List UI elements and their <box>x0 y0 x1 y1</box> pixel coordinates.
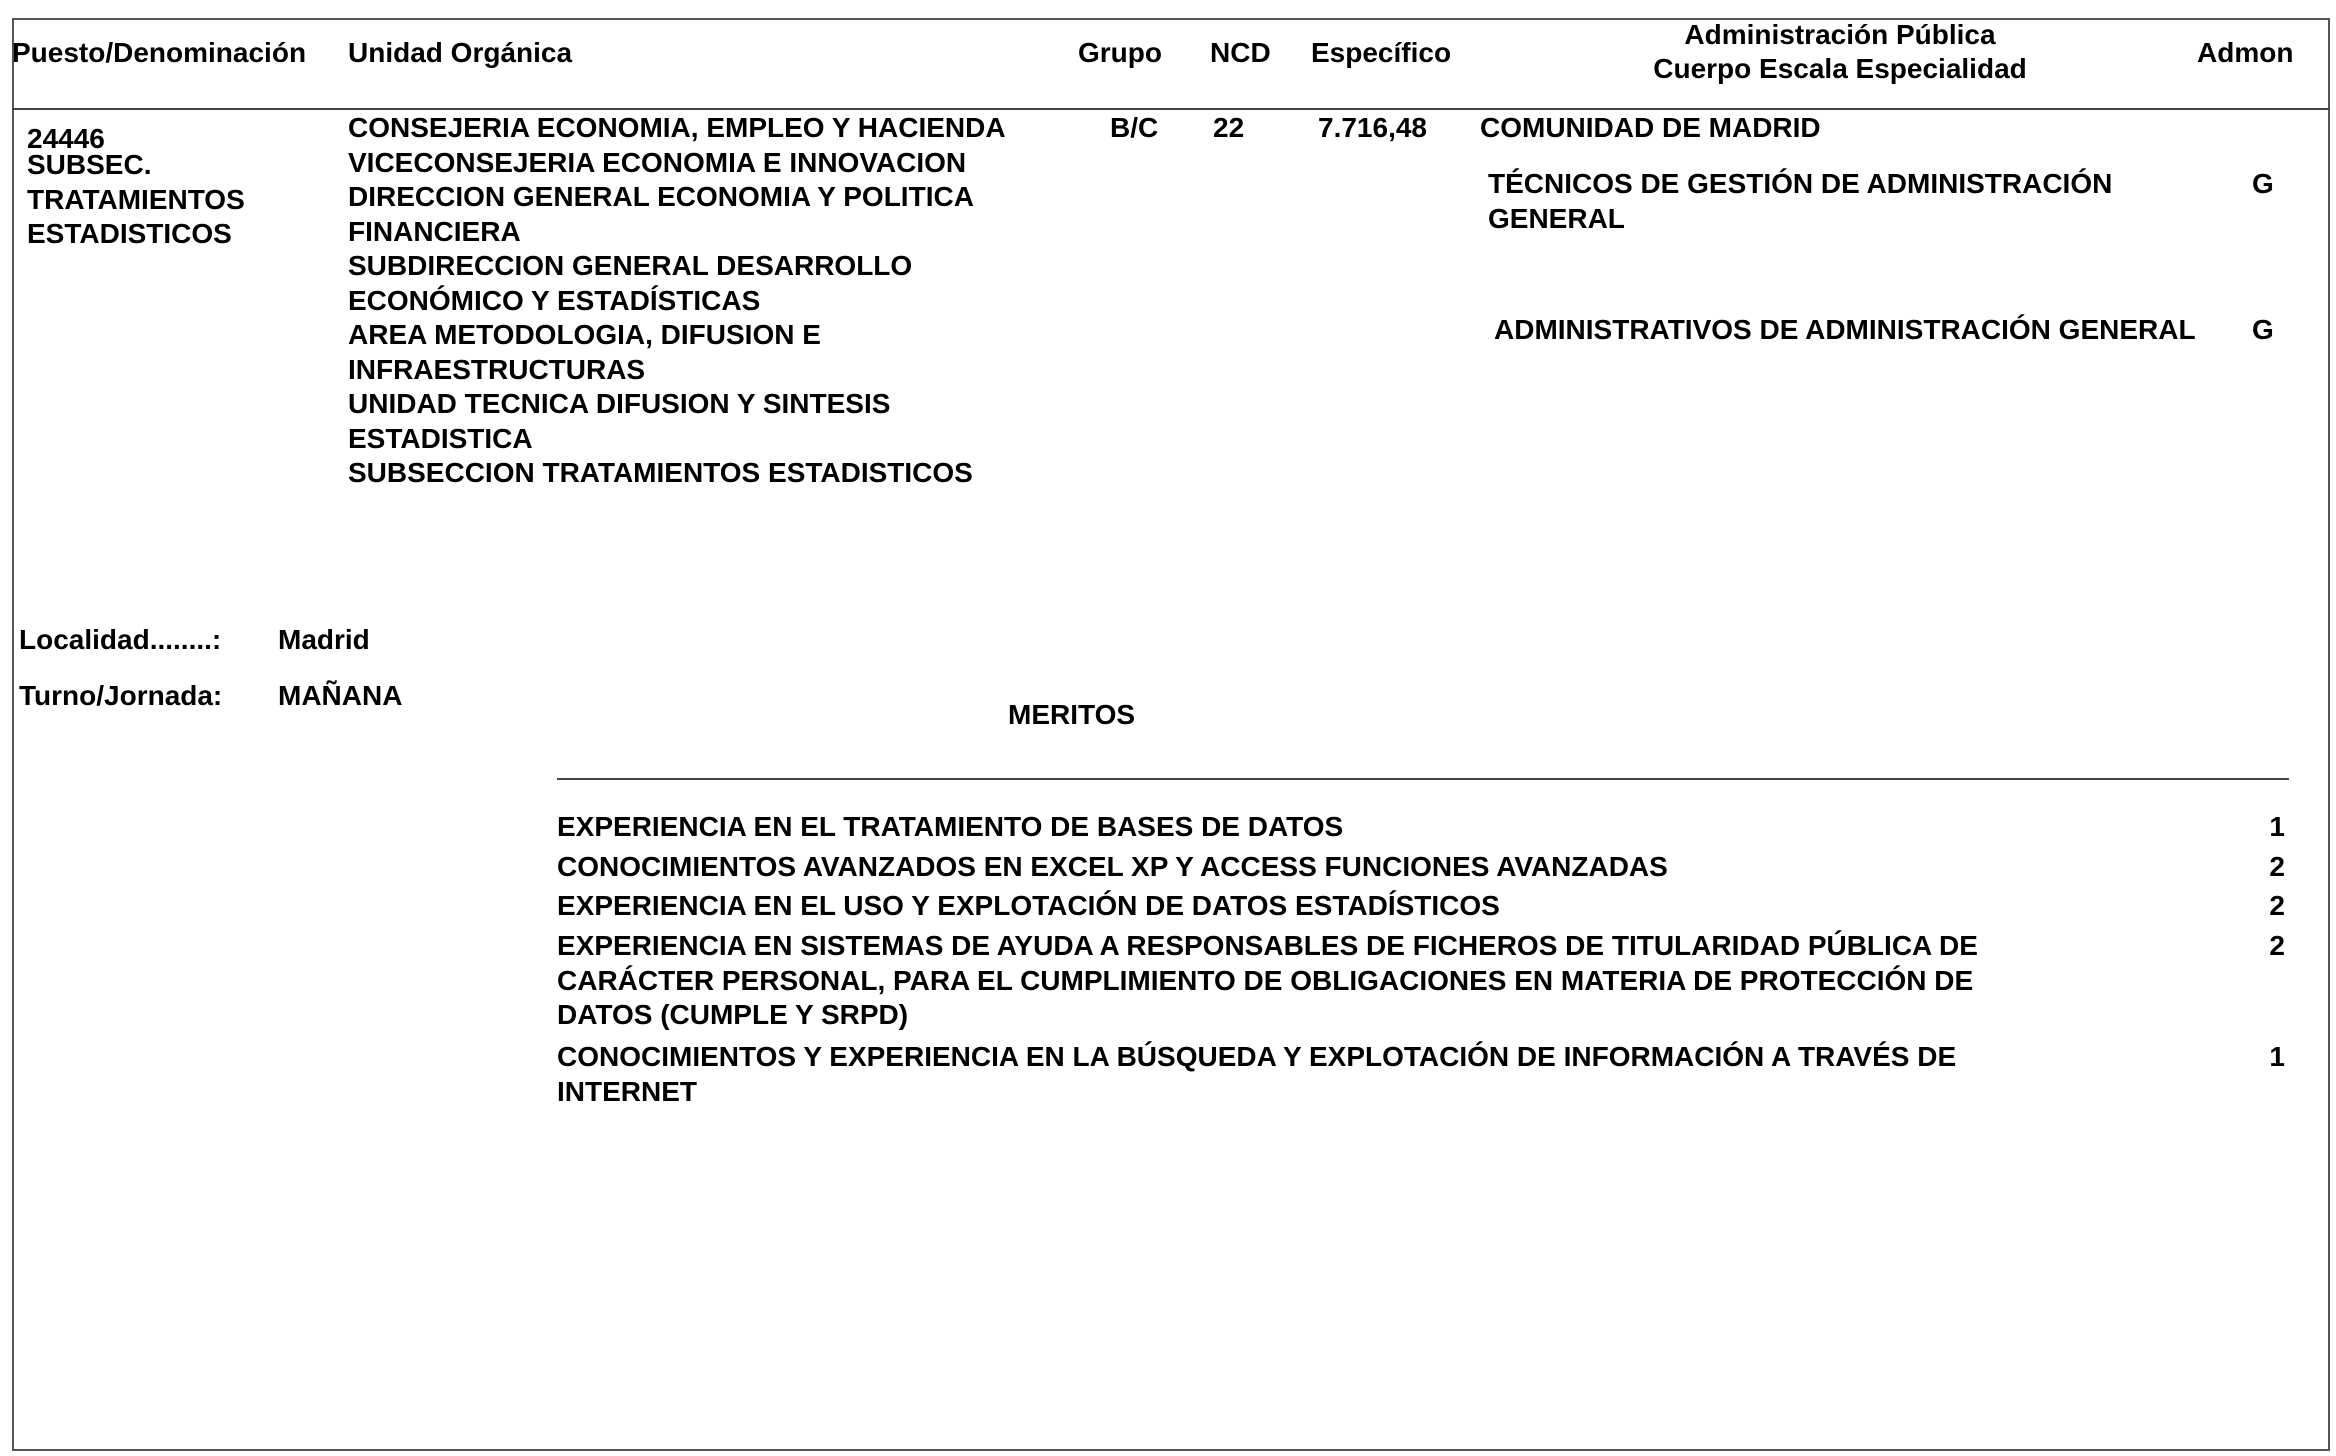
cuerpo-1-admon: G <box>2252 168 2274 199</box>
merito-item <box>557 810 1343 845</box>
unidad-organica <box>348 111 1006 491</box>
merito-line: INTERNET <box>557 1075 697 1107</box>
unidad-line: ESTADISTICA <box>348 422 533 454</box>
merito-points: 1 <box>2269 1041 2285 1072</box>
merito-item <box>557 1040 1956 1109</box>
cuerpo-2 <box>1494 313 2196 348</box>
denominacion-line: TRATAMIENTOS <box>27 183 245 215</box>
header-ncd: NCD <box>1210 37 1271 68</box>
cuerpo-line: GENERAL <box>1488 202 1625 234</box>
merito-line: DATOS (CUMPLE Y SRPD) <box>557 999 909 1030</box>
unidad-line: DIRECCION GENERAL ECONOMIA Y POLITICA <box>348 181 974 212</box>
meritos-title: MERITOS <box>1008 699 1136 730</box>
grupo-value: B/C <box>1110 112 1159 143</box>
administracion-value: COMUNIDAD DE MADRID <box>1480 112 1821 143</box>
unidad-line: FINANCIERA <box>348 215 521 247</box>
unidad-line: UNIDAD TECNICA DIFUSION Y SINTESIS <box>348 388 891 419</box>
merito-item <box>557 850 1668 885</box>
localidad-value: Madrid <box>278 624 370 655</box>
header-admin-line1: Administración Pública <box>1684 19 1996 50</box>
denominacion-line: ESTADISTICOS <box>27 218 232 249</box>
header-grupo: Grupo <box>1078 37 1162 68</box>
unidad-line: SUBDIRECCION GENERAL DESARROLLO <box>348 250 913 281</box>
cuerpo-2-admon: G <box>2252 314 2274 345</box>
merito-item <box>557 889 1500 924</box>
header-admin-line2: Cuerpo Escala Especialidad <box>1653 53 2027 84</box>
unidad-line: AREA METODOLOGIA, DIFUSION E <box>348 319 821 350</box>
unidad-line: ECONÓMICO Y ESTADÍSTICAS <box>348 284 761 316</box>
cuerpo-line: TÉCNICOS DE GESTIÓN DE ADMINISTRACIÓN <box>1488 168 2113 199</box>
merito-points: 2 <box>2269 930 2285 961</box>
position-denominacion <box>27 148 245 252</box>
turno-value: MAÑANA <box>278 680 403 711</box>
merito-line: CARÁCTER PERSONAL, PARA EL CUMPLIMIENTO DE OBLIGACIONES EN MATERIA DE PROTECCIÓN DE <box>557 964 1974 996</box>
merito-line: CONOCIMIENTOS AVANZADOS EN EXCEL XP Y ACCESS FUNCIONES AVANZADAS <box>557 851 1668 882</box>
cuerpo-1 <box>1488 167 2112 236</box>
merito-points: 2 <box>2269 851 2285 882</box>
position-code: 24446 <box>27 123 105 154</box>
header-admon: Admon <box>2197 37 2294 68</box>
unidad-line: INFRAESTRUCTURAS <box>348 353 646 385</box>
merito-points: 1 <box>2269 811 2285 842</box>
denominacion-line: SUBSEC. <box>27 149 152 180</box>
unidad-line: CONSEJERIA ECONOMIA, EMPLEO Y HACIENDA <box>348 112 1006 143</box>
merito-line: CONOCIMIENTOS Y EXPERIENCIA EN LA BÚSQUEDA Y EXPLOTACIÓN DE INFORMACIÓN A TRAVÉS DE <box>557 1041 1957 1072</box>
merito-line: EXPERIENCIA EN EL USO Y EXPLOTACIÓN DE DATOS ESTADÍSTICOS <box>557 890 1500 921</box>
merito-points: 2 <box>2269 890 2285 921</box>
unidad-line: VICECONSEJERIA ECONOMIA E INNOVACION <box>348 146 967 178</box>
unidad-line: SUBSECCION TRATAMIENTOS ESTADISTICOS <box>348 457 973 488</box>
merito-line: EXPERIENCIA EN SISTEMAS DE AYUDA A RESPONSABLES DE FICHEROS DE TITULARIDAD PÚBLICA DE <box>557 930 1978 961</box>
header-divider <box>12 108 2330 110</box>
ncd-value: 22 <box>1213 112 1245 143</box>
header-especifico: Específico <box>1311 37 1452 68</box>
meritos-divider <box>557 778 2289 780</box>
merito-item <box>557 929 1978 1033</box>
merito-line: EXPERIENCIA EN EL TRATAMIENTO DE BASES DE DATOS <box>557 811 1344 842</box>
especifico-value: 7.716,48 <box>1318 112 1427 143</box>
header-unidad: Unidad Orgánica <box>348 37 573 68</box>
turno-label: Turno/Jornada: <box>19 680 223 711</box>
header-puesto: Puesto/Denominación <box>12 37 307 68</box>
cuerpo-line: ADMINISTRATIVOS DE ADMINISTRACIÓN GENERAL <box>1494 314 2196 345</box>
localidad-label: Localidad........: <box>19 624 222 655</box>
